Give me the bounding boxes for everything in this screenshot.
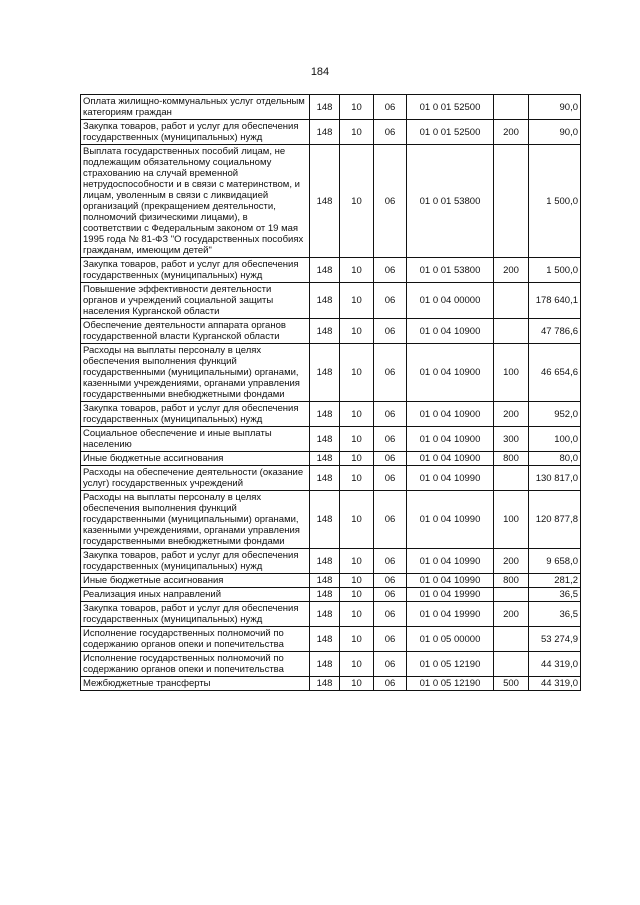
cell-section-code: 10	[340, 549, 374, 574]
cell-amount: 281,2	[529, 574, 581, 588]
cell-ministry-code: 148	[310, 677, 340, 691]
cell-target-article: 01 0 01 52500	[407, 120, 494, 145]
cell-amount: 90,0	[529, 120, 581, 145]
cell-amount: 46 654,6	[529, 344, 581, 402]
cell-ministry-code: 148	[310, 574, 340, 588]
cell-name: Обеспечение деятельности аппарата органов государственной власти Курганской области	[81, 319, 310, 344]
cell-expense-type: 200	[494, 549, 529, 574]
table-row	[81, 602, 581, 627]
cell-target-article: 01 0 01 53800	[407, 258, 494, 283]
table-row	[81, 283, 581, 319]
cell-expense-type	[494, 319, 529, 344]
cell-section-code: 10	[340, 402, 374, 427]
cell-name: Выплата государственных пособий лицам, не подлежащим обязательному социальному страхованию на случай временной нетрудоспособности и в связи с материнством, и лицам, уволенным в связи с ликвидацией организаций (прекращением деятельности, полномочий физическими лицами), в соответствии с Федеральным законом от 19 мая 1995 года № 81-ФЗ "О государственных пособиях гражданам, имеющим детей"	[81, 145, 310, 258]
cell-target-article: 01 0 04 10990	[407, 466, 494, 491]
cell-ministry-code: 148	[310, 145, 340, 258]
cell-section-code: 10	[340, 319, 374, 344]
cell-target-article: 01 0 04 10990	[407, 491, 494, 549]
cell-expense-type: 300	[494, 427, 529, 452]
budget-table	[80, 94, 581, 691]
cell-section-code: 10	[340, 258, 374, 283]
cell-amount: 120 877,8	[529, 491, 581, 549]
cell-section-code: 10	[340, 283, 374, 319]
cell-section-code: 10	[340, 652, 374, 677]
cell-amount: 53 274,9	[529, 627, 581, 652]
cell-target-article: 01 0 04 19990	[407, 602, 494, 627]
cell-amount: 178 640,1	[529, 283, 581, 319]
cell-expense-type: 800	[494, 452, 529, 466]
cell-name: Повышение эффективности деятельности органов и учреждений социальной защиты населения Курганской области	[81, 283, 310, 319]
cell-ministry-code: 148	[310, 491, 340, 549]
cell-subsection-code: 06	[374, 120, 407, 145]
cell-target-article: 01 0 01 52500	[407, 95, 494, 120]
table-row	[81, 677, 581, 691]
table-row	[81, 95, 581, 120]
table-row	[81, 402, 581, 427]
cell-section-code: 10	[340, 427, 374, 452]
cell-subsection-code: 06	[374, 427, 407, 452]
cell-subsection-code: 06	[374, 258, 407, 283]
table-row	[81, 627, 581, 652]
cell-amount: 36,5	[529, 588, 581, 602]
cell-ministry-code: 148	[310, 427, 340, 452]
table-row	[81, 491, 581, 549]
cell-amount: 952,0	[529, 402, 581, 427]
table-row	[81, 549, 581, 574]
cell-subsection-code: 06	[374, 145, 407, 258]
cell-name: Иные бюджетные ассигнования	[81, 452, 310, 466]
cell-name: Исполнение государственных полномочий по содержанию органов опеки и попечительства	[81, 627, 310, 652]
cell-ministry-code: 148	[310, 452, 340, 466]
table-row	[81, 120, 581, 145]
cell-expense-type: 200	[494, 602, 529, 627]
cell-ministry-code: 148	[310, 283, 340, 319]
cell-expense-type: 200	[494, 258, 529, 283]
cell-subsection-code: 06	[374, 652, 407, 677]
cell-name: Расходы на выплаты персоналу в целях обеспечения выполнения функций государственными (муниципальными) органами, казенными учреждениями, органами управления государственными внебюджетными фондами	[81, 491, 310, 549]
cell-ministry-code: 148	[310, 627, 340, 652]
cell-name: Закупка товаров, работ и услуг для обеспечения государственных (муниципальных) нужд	[81, 258, 310, 283]
cell-target-article: 01 0 01 53800	[407, 145, 494, 258]
cell-expense-type: 200	[494, 120, 529, 145]
cell-subsection-code: 06	[374, 627, 407, 652]
cell-amount: 90,0	[529, 95, 581, 120]
cell-amount: 44 319,0	[529, 652, 581, 677]
cell-section-code: 10	[340, 574, 374, 588]
cell-name: Закупка товаров, работ и услуг для обеспечения государственных (муниципальных) нужд	[81, 549, 310, 574]
cell-subsection-code: 06	[374, 452, 407, 466]
cell-section-code: 10	[340, 677, 374, 691]
table-row	[81, 588, 581, 602]
cell-ministry-code: 148	[310, 120, 340, 145]
cell-name: Оплата жилищно-коммунальных услуг отдельным категориям граждан	[81, 95, 310, 120]
cell-name: Закупка товаров, работ и услуг для обеспечения государственных (муниципальных) нужд	[81, 120, 310, 145]
cell-expense-type	[494, 627, 529, 652]
cell-expense-type	[494, 95, 529, 120]
budget-table-body	[81, 95, 581, 691]
cell-subsection-code: 06	[374, 677, 407, 691]
cell-ministry-code: 148	[310, 652, 340, 677]
cell-target-article: 01 0 04 10900	[407, 427, 494, 452]
cell-ministry-code: 148	[310, 258, 340, 283]
cell-target-article: 01 0 04 10900	[407, 344, 494, 402]
cell-amount: 9 658,0	[529, 549, 581, 574]
cell-target-article: 01 0 05 12190	[407, 652, 494, 677]
cell-expense-type	[494, 466, 529, 491]
cell-section-code: 10	[340, 95, 374, 120]
cell-amount: 130 817,0	[529, 466, 581, 491]
cell-amount: 1 500,0	[529, 258, 581, 283]
cell-section-code: 10	[340, 588, 374, 602]
cell-expense-type: 500	[494, 677, 529, 691]
cell-ministry-code: 148	[310, 344, 340, 402]
cell-expense-type	[494, 652, 529, 677]
cell-target-article: 01 0 04 19990	[407, 588, 494, 602]
cell-subsection-code: 06	[374, 602, 407, 627]
cell-name: Исполнение государственных полномочий по содержанию органов опеки и попечительства	[81, 652, 310, 677]
cell-subsection-code: 06	[374, 283, 407, 319]
cell-expense-type: 800	[494, 574, 529, 588]
cell-ministry-code: 148	[310, 466, 340, 491]
table-row	[81, 344, 581, 402]
cell-name: Социальное обеспечение и иные выплаты населению	[81, 427, 310, 452]
cell-target-article: 01 0 04 10900	[407, 452, 494, 466]
cell-ministry-code: 148	[310, 588, 340, 602]
cell-target-article: 01 0 05 00000	[407, 627, 494, 652]
cell-target-article: 01 0 04 10900	[407, 319, 494, 344]
cell-section-code: 10	[340, 344, 374, 402]
cell-subsection-code: 06	[374, 402, 407, 427]
cell-section-code: 10	[340, 627, 374, 652]
table-row	[81, 319, 581, 344]
cell-subsection-code: 06	[374, 319, 407, 344]
cell-name: Закупка товаров, работ и услуг для обеспечения государственных (муниципальных) нужд	[81, 402, 310, 427]
cell-section-code: 10	[340, 452, 374, 466]
cell-subsection-code: 06	[374, 95, 407, 120]
cell-amount: 44 319,0	[529, 677, 581, 691]
cell-subsection-code: 06	[374, 344, 407, 402]
cell-ministry-code: 148	[310, 95, 340, 120]
table-row	[81, 652, 581, 677]
cell-target-article: 01 0 05 12190	[407, 677, 494, 691]
cell-section-code: 10	[340, 602, 374, 627]
table-row	[81, 452, 581, 466]
cell-section-code: 10	[340, 145, 374, 258]
cell-ministry-code: 148	[310, 549, 340, 574]
cell-amount: 47 786,6	[529, 319, 581, 344]
cell-amount: 80,0	[529, 452, 581, 466]
cell-amount: 36,5	[529, 602, 581, 627]
table-row	[81, 145, 581, 258]
cell-amount: 1 500,0	[529, 145, 581, 258]
cell-expense-type: 200	[494, 402, 529, 427]
page-number: 184	[310, 66, 330, 78]
cell-ministry-code: 148	[310, 402, 340, 427]
cell-expense-type	[494, 588, 529, 602]
cell-subsection-code: 06	[374, 549, 407, 574]
cell-subsection-code: 06	[374, 466, 407, 491]
cell-target-article: 01 0 04 10990	[407, 574, 494, 588]
table-row	[81, 258, 581, 283]
cell-ministry-code: 148	[310, 319, 340, 344]
cell-name: Реализация иных направлений	[81, 588, 310, 602]
cell-ministry-code: 148	[310, 602, 340, 627]
cell-expense-type: 100	[494, 344, 529, 402]
cell-subsection-code: 06	[374, 574, 407, 588]
cell-name: Иные бюджетные ассигнования	[81, 574, 310, 588]
cell-target-article: 01 0 04 00000	[407, 283, 494, 319]
cell-expense-type	[494, 145, 529, 258]
cell-section-code: 10	[340, 120, 374, 145]
cell-target-article: 01 0 04 10900	[407, 402, 494, 427]
cell-section-code: 10	[340, 466, 374, 491]
cell-section-code: 10	[340, 491, 374, 549]
table-row	[81, 574, 581, 588]
cell-amount: 100,0	[529, 427, 581, 452]
cell-target-article: 01 0 04 10990	[407, 549, 494, 574]
table-row	[81, 427, 581, 452]
cell-subsection-code: 06	[374, 588, 407, 602]
cell-name: Межбюджетные трансферты	[81, 677, 310, 691]
cell-name: Закупка товаров, работ и услуг для обеспечения государственных (муниципальных) нужд	[81, 602, 310, 627]
table-row	[81, 466, 581, 491]
cell-expense-type	[494, 283, 529, 319]
cell-name: Расходы на выплаты персоналу в целях обеспечения выполнения функций государственными (муниципальными) органами, казенными учреждениями, органами управления государственными внебюджетными фондами	[81, 344, 310, 402]
cell-expense-type: 100	[494, 491, 529, 549]
cell-name: Расходы на обеспечение деятельности (оказание услуг) государственных учреждений	[81, 466, 310, 491]
cell-subsection-code: 06	[374, 491, 407, 549]
